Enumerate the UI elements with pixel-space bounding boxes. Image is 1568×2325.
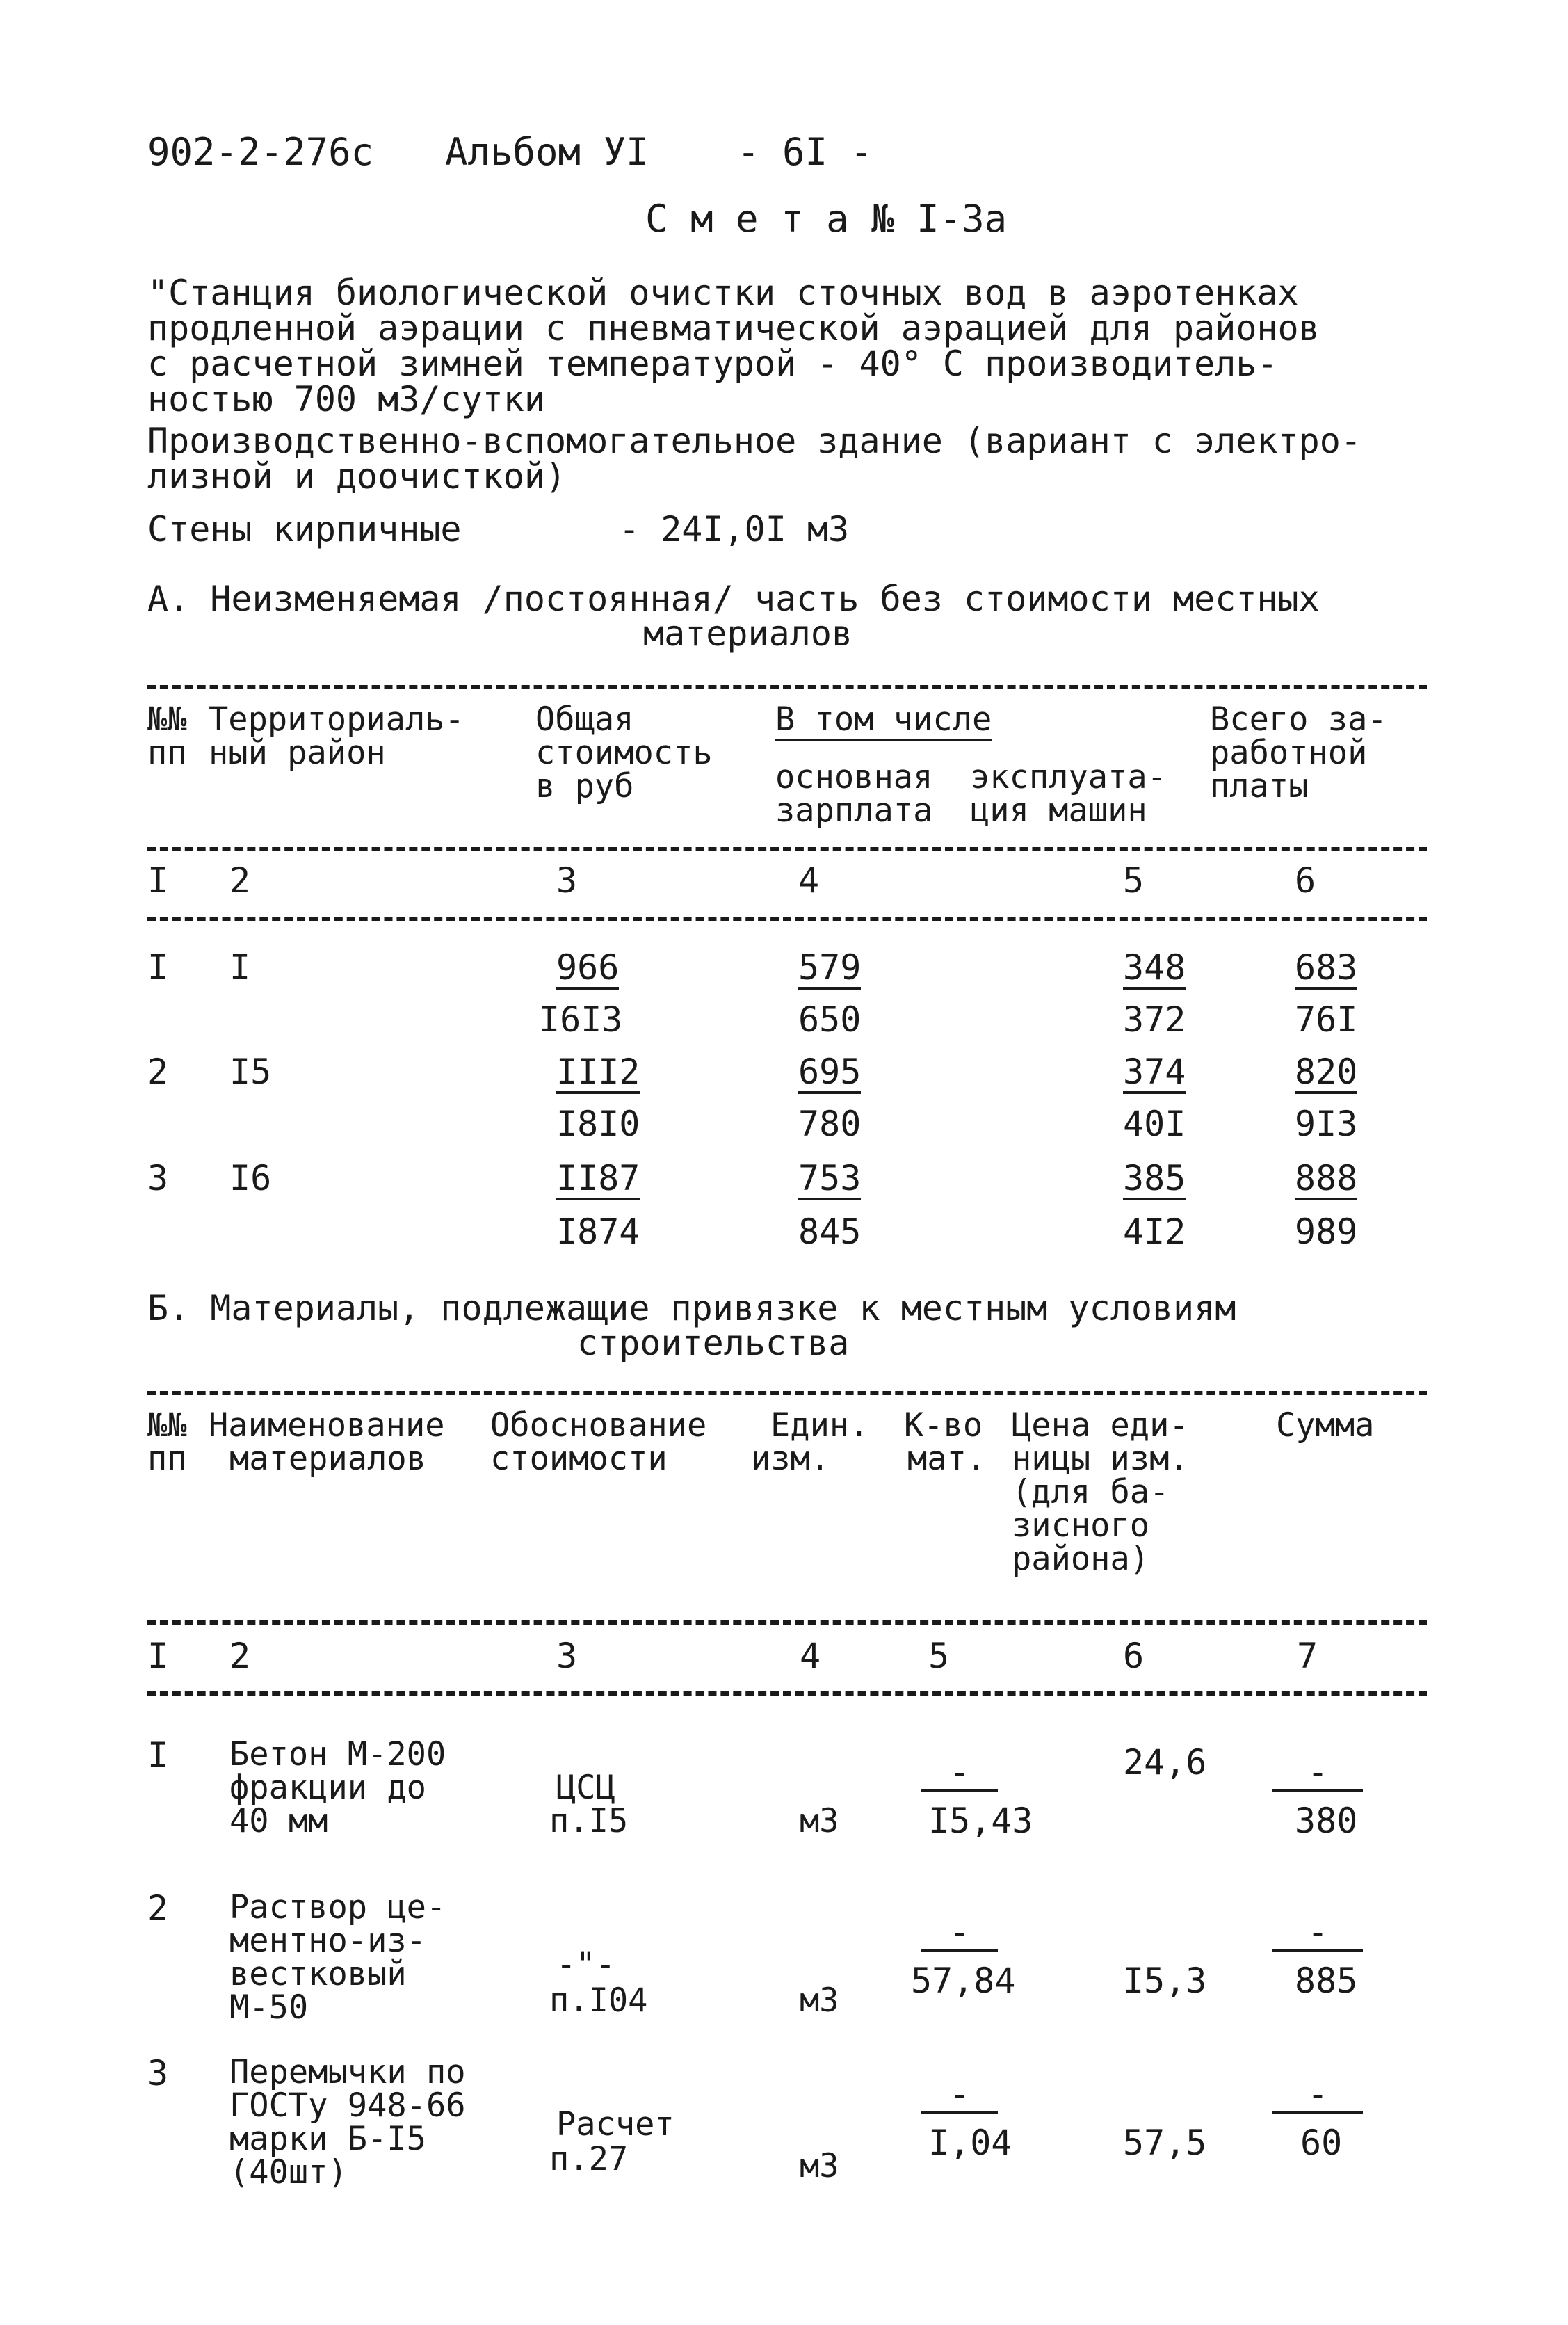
col-number: 4 xyxy=(800,1636,821,1676)
header-num: пп xyxy=(147,1440,187,1478)
table-rule xyxy=(147,1691,1427,1696)
header-group: В том числе xyxy=(775,702,992,741)
row-number: 3 xyxy=(147,2053,169,2093)
total-cost-top: 966 xyxy=(556,949,619,990)
qty-numerator: - xyxy=(948,1912,971,1952)
header-machines: ция машин xyxy=(970,791,1147,830)
price-value: 24,6 xyxy=(1123,1742,1207,1783)
material-name: (40шт) xyxy=(229,2153,348,2191)
description-line: продленной аэрации с пневматической аэрацией для районов xyxy=(147,308,1320,348)
section-a-title: А. Неизменяемая /постоянная/ часть без стоимости местных xyxy=(147,579,1320,619)
header-price: района) xyxy=(1012,1540,1150,1578)
header-price: зисного xyxy=(1012,1506,1150,1545)
qty-value: I,04 xyxy=(928,2123,1012,2163)
basis-value: п.27 xyxy=(549,2140,629,2178)
row-number: I xyxy=(147,1735,169,1776)
doc-code: 902-2-276с xyxy=(147,130,374,174)
machines-top: 348 xyxy=(1123,949,1186,990)
unit-value: м3 xyxy=(800,2147,839,2185)
all-wage-top: 683 xyxy=(1295,949,1357,990)
col-number: 5 xyxy=(1123,860,1145,901)
walls-volume: - 24I,0I м3 xyxy=(619,509,850,549)
header-qty: К-во xyxy=(904,1406,983,1445)
wage-bottom: 650 xyxy=(798,999,862,1040)
col-number: 4 xyxy=(798,860,820,901)
header-num: №№ xyxy=(147,1406,187,1445)
col-number: 6 xyxy=(1295,860,1316,901)
table-rule xyxy=(147,1620,1427,1625)
unit-value: м3 xyxy=(800,1802,839,1840)
header-district: Территориаль- xyxy=(209,700,464,739)
description-line: с расчетной зимней температурой - 40° С производитель- xyxy=(147,344,1278,384)
all-wage-top: 820 xyxy=(1295,1054,1357,1094)
wage-top: 579 xyxy=(798,949,861,990)
col-number: 2 xyxy=(229,1636,251,1676)
basis-value: Расчет xyxy=(556,2105,674,2143)
sum-numerator: - xyxy=(1307,2074,1329,2114)
row-number: I xyxy=(147,947,169,988)
sum-numerator: - xyxy=(1307,1912,1329,1952)
qty-value: 57,84 xyxy=(911,1961,1016,2001)
wage-top: 753 xyxy=(798,1160,861,1200)
description-line: Производственно-вспомогательное здание (вариант с электро- xyxy=(147,421,1361,461)
col-number: 5 xyxy=(928,1636,950,1676)
row-number: 2 xyxy=(147,1052,169,1092)
all-wage-bottom: 989 xyxy=(1295,1212,1358,1252)
qty-value: I5,43 xyxy=(928,1801,1033,1841)
header-num: №№ xyxy=(147,700,187,739)
header-price: (для ба- xyxy=(1012,1473,1170,1511)
fraction-bar xyxy=(921,1949,998,1952)
description-line: лизной и доочисткой) xyxy=(147,456,567,497)
basis-value: п.I5 xyxy=(549,1802,629,1840)
section-a-title-cont: материалов xyxy=(643,613,853,654)
district-value: I xyxy=(229,947,251,988)
fraction-bar xyxy=(921,1789,998,1792)
col-number: 6 xyxy=(1123,1636,1145,1676)
header-wage: основная xyxy=(775,758,933,796)
district-value: I6 xyxy=(229,1158,272,1198)
district-value: I5 xyxy=(229,1052,272,1092)
wage-bottom: 845 xyxy=(798,1212,862,1252)
material-name: вестковый xyxy=(229,1955,407,1993)
fraction-bar xyxy=(1272,1789,1363,1792)
wage-bottom: 780 xyxy=(798,1104,862,1144)
table-rule xyxy=(147,685,1427,689)
col-number: 3 xyxy=(556,1636,578,1676)
basis-value: ЦСЦ xyxy=(556,1769,615,1807)
header-total: Общая xyxy=(535,700,634,739)
estimate-title: С м е т а № I-3а xyxy=(645,197,1008,241)
machines-bottom: 4I2 xyxy=(1123,1212,1186,1252)
col-number: 7 xyxy=(1297,1636,1318,1676)
sum-value: 60 xyxy=(1300,2123,1343,2163)
qty-numerator: - xyxy=(948,1752,971,1792)
header-total: в руб xyxy=(535,767,634,805)
sum-value: 885 xyxy=(1295,1961,1358,2001)
machines-top: 385 xyxy=(1123,1160,1186,1200)
machines-bottom: 40I xyxy=(1123,1104,1186,1144)
page-number: - 6I - xyxy=(737,130,873,174)
machines-top: 374 xyxy=(1123,1054,1186,1094)
qty-numerator: - xyxy=(948,2074,971,2114)
header-unit: Един. xyxy=(770,1406,869,1445)
material-name: фракции до xyxy=(229,1769,426,1807)
fraction-bar xyxy=(1272,2111,1363,2114)
total-cost-bottom: I874 xyxy=(556,1212,640,1252)
material-name: ГОСТу 948-66 xyxy=(229,2086,466,2125)
header-price: Цена еди- xyxy=(1012,1406,1189,1445)
material-name: Бетон М-200 xyxy=(229,1735,446,1773)
table-rule xyxy=(147,847,1427,851)
header-wage: зарплата xyxy=(775,791,933,830)
price-value: 57,5 xyxy=(1123,2123,1207,2163)
all-wage-top: 888 xyxy=(1295,1160,1357,1200)
header-sum: Сумма xyxy=(1276,1406,1375,1445)
col-number: 3 xyxy=(556,860,578,901)
header-total: стоимость xyxy=(535,734,713,772)
total-cost-top: II87 xyxy=(556,1160,640,1200)
price-value: I5,3 xyxy=(1123,1961,1207,2001)
header-all-wage: работной xyxy=(1210,734,1368,772)
material-name: Перемычки по xyxy=(229,2053,466,2091)
header-all-wage: Всего за- xyxy=(1210,700,1387,739)
header-material: материалов xyxy=(229,1440,426,1478)
sum-value: 380 xyxy=(1295,1801,1358,1841)
section-b-title: Б. Материалы, подлежащие привязке к местным условиям xyxy=(147,1288,1236,1328)
header-basis: стоимости xyxy=(490,1440,668,1478)
wage-top: 695 xyxy=(798,1054,861,1094)
row-number: 3 xyxy=(147,1158,169,1198)
header-qty: мат. xyxy=(907,1440,987,1478)
walls-label: Стены кирпичные xyxy=(147,509,462,549)
material-name: Раствор це- xyxy=(229,1888,446,1926)
material-name: ментно-из- xyxy=(229,1922,426,1960)
col-number: I xyxy=(147,860,169,901)
fraction-bar xyxy=(1272,1949,1363,1952)
description-line: ностью 700 м3/сутки xyxy=(147,379,545,419)
section-b-title-cont: строительства xyxy=(577,1323,850,1363)
material-name: М-50 xyxy=(229,1988,309,2027)
all-wage-bottom: 9I3 xyxy=(1295,1104,1358,1144)
header-price: ницы изм. xyxy=(1012,1440,1189,1478)
col-number: I xyxy=(147,1636,169,1676)
row-number: 2 xyxy=(147,1888,169,1929)
header-machines: эксплуата- xyxy=(970,758,1167,796)
basis-value: -"- xyxy=(556,1945,615,1984)
fraction-bar xyxy=(921,2111,998,2114)
material-name: марки Б-I5 xyxy=(229,2120,426,2158)
description-line: "Станция биологической очистки сточных вод в аэротенках xyxy=(147,273,1299,313)
header-num: пп xyxy=(147,734,187,772)
total-cost-top: III2 xyxy=(556,1054,640,1094)
header-basis: Обоснование xyxy=(490,1406,707,1445)
total-cost-bottom: I8I0 xyxy=(556,1104,640,1144)
header-all-wage: платы xyxy=(1210,767,1309,805)
total-cost-bottom: I6I3 xyxy=(539,999,623,1040)
table-rule xyxy=(147,917,1427,921)
col-number: 2 xyxy=(229,860,251,901)
header-material: Наименование xyxy=(209,1406,445,1445)
album-label: Альбом УI xyxy=(445,130,649,174)
header-district: ный район xyxy=(209,734,386,772)
all-wage-bottom: 76I xyxy=(1295,999,1358,1040)
machines-bottom: 372 xyxy=(1123,999,1186,1040)
material-name: 40 мм xyxy=(229,1802,328,1840)
unit-value: м3 xyxy=(800,1981,839,2020)
basis-value: п.I04 xyxy=(549,1981,648,2020)
table-rule xyxy=(147,1391,1427,1395)
header-unit: изм. xyxy=(751,1440,830,1478)
sum-numerator: - xyxy=(1307,1752,1329,1792)
